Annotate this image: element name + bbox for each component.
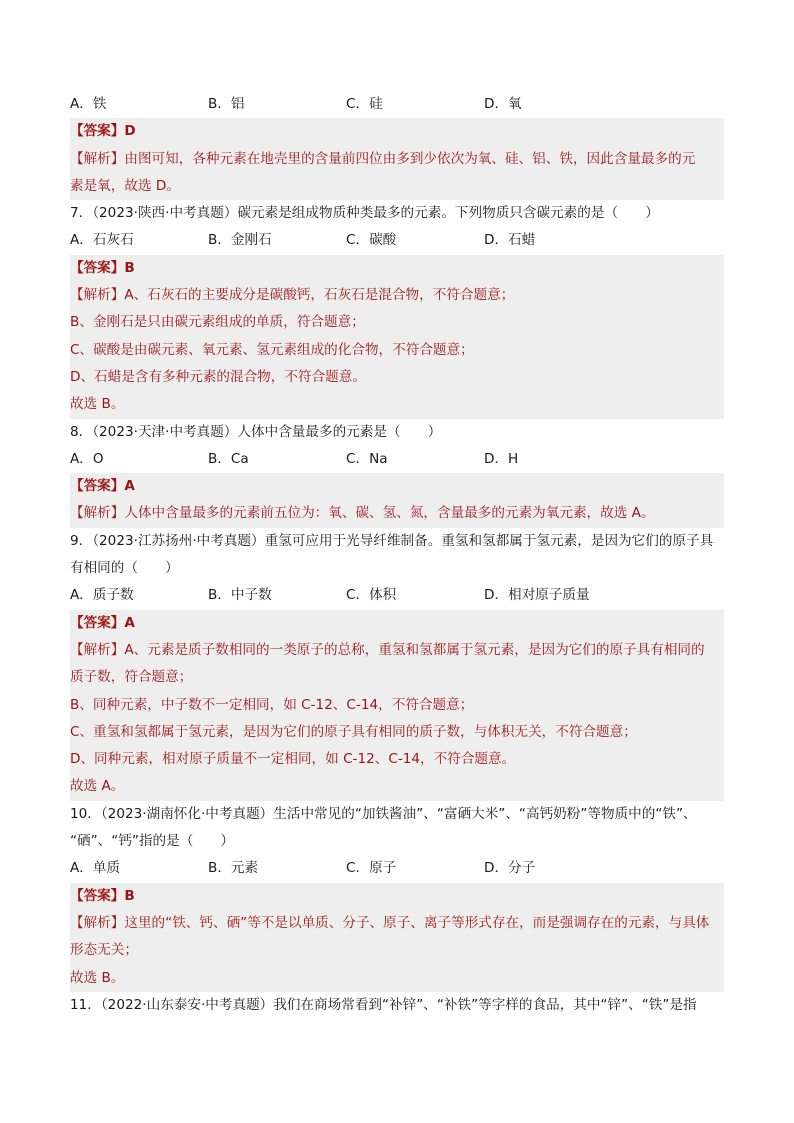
q7-stem: 7．（2023·陕西·中考真题）碳元素是组成物质种类最多的元素。下列物质只含碳元素的是（ ） bbox=[70, 205, 659, 222]
q9-analysis-line: C、重氢和氢都属于氢元素，是因为它们的原子具有相同的质子数，与体积无关，不符合题意； bbox=[70, 719, 724, 746]
document-body bbox=[70, 91, 724, 1019]
q6-analysis-line: 素是氧，故选 D。 bbox=[70, 173, 724, 200]
q10-option-b: B．元素 bbox=[208, 860, 259, 877]
q8-option-a: A．O bbox=[70, 450, 104, 467]
q7-answer: 【答案】B bbox=[70, 255, 724, 282]
q6-options bbox=[70, 91, 724, 118]
q8-option-c: C．Na bbox=[346, 450, 388, 467]
q9-option-c: C．体积 bbox=[346, 587, 397, 604]
q9-analysis-line: 质子数，符合题意； bbox=[70, 664, 724, 691]
q9-stem: 9．（2023·江苏扬州·中考真题）重氢可应用于光导纤维制备。重氢和氢都属于氢元素，是因为它们的原子具 bbox=[70, 532, 714, 549]
q10-stem: “硒”、“钙”指的是（ ） bbox=[70, 833, 235, 850]
q8-option-b: B．Ca bbox=[208, 450, 249, 467]
q10-analysis-line: 【解析】这里的“铁、钙、硒”等不是以单质、分子、原子、离子等形式存在，而是强调存在的元素，与具体 bbox=[70, 910, 724, 937]
q10-answer: 【答案】B bbox=[70, 883, 724, 910]
q6-option-a: A．铁 bbox=[70, 96, 107, 112]
q7-option-c: C．碳酸 bbox=[346, 232, 397, 249]
q9-analysis-line: 【解析】A、元素是质子数相同的一类原子的总称，重氢和氢都属于氢元素，是因为它们的原子具有相同的 bbox=[70, 637, 724, 664]
q9-analysis-line: B、同种元素，中子数不一定相同，如 C-12、C-14，不符合题意； bbox=[70, 692, 724, 719]
q7-analysis-line: D、石蜡是含有多种元素的混合物，不符合题意。 bbox=[70, 364, 724, 391]
q7-analysis-line: B、金刚石是只由碳元素组成的单质，符合题意； bbox=[70, 309, 724, 336]
q9-option-b: B．中子数 bbox=[208, 587, 272, 604]
q10-options bbox=[70, 855, 724, 882]
q10-option-d: D．分子 bbox=[484, 860, 536, 877]
q6-analysis-line: 【解析】由图可知，各种元素在地壳里的含量前四位由多到少依次为氧、硅、铝、铁，因此含量最多的元 bbox=[70, 146, 724, 173]
q9-stem: 有相同的（ ） bbox=[70, 560, 179, 577]
q8-analysis-line: 【解析】人体中含量最多的元素前五位为：氧、碳、氢、氮，含量最多的元素为氧元素，故选 A。 bbox=[70, 500, 724, 527]
q7-option-d: D．石蜡 bbox=[484, 232, 536, 249]
q9-options bbox=[70, 582, 724, 609]
q8-options bbox=[70, 446, 724, 473]
q10-analysis-line: 形态无关； bbox=[70, 937, 724, 964]
q11-stem: 11．（2022·山东泰安·中考真题）我们在商场常看到“补锌”、“补铁”等字样的食品，其中“锌”、“铁”是指 bbox=[70, 996, 697, 1013]
q6-option-b: B．铝 bbox=[208, 96, 245, 112]
q7-analysis-line: 故选 B。 bbox=[70, 391, 724, 418]
q8-option-d: D．H bbox=[484, 450, 519, 467]
q6-option-d: D．氧 bbox=[484, 96, 522, 112]
q7-option-b: B．金刚石 bbox=[208, 232, 272, 249]
q8-stem: 8．（2023·天津·中考真题）人体中含量最多的元素是（ ） bbox=[70, 423, 442, 440]
q10-option-c: C．原子 bbox=[346, 860, 397, 877]
q9-analysis-line: 故选 A。 bbox=[70, 773, 724, 800]
q10-analysis-line: 故选 B。 bbox=[70, 965, 724, 992]
q10-stem: 10．（2023·湖南怀化·中考真题）生活中常见的“加铁酱油”、“富硒大米”、“高钙奶粉”等物质中的“铁”、 bbox=[70, 805, 697, 822]
q9-option-a: A．质子数 bbox=[70, 587, 134, 604]
q7-analysis-line: 【解析】A、石灰石的主要成分是碳酸钙，石灰石是混合物，不符合题意； bbox=[70, 282, 724, 309]
q8-answer: 【答案】A bbox=[70, 473, 724, 500]
q7-option-a: A．石灰石 bbox=[70, 232, 134, 249]
q10-option-a: A．单质 bbox=[70, 860, 121, 877]
q6-option-c: C．硅 bbox=[346, 96, 383, 112]
q7-analysis-line: C、碳酸是由碳元素、氧元素、氢元素组成的化合物，不符合题意； bbox=[70, 337, 724, 364]
q9-answer: 【答案】A bbox=[70, 610, 724, 637]
q6-answer: 【答案】D bbox=[70, 118, 724, 145]
q7-options bbox=[70, 227, 724, 254]
q9-analysis-line: D、同种元素，相对原子质量不一定相同，如 C-12、C-14，不符合题意。 bbox=[70, 746, 724, 773]
q9-option-d: D．相对原子质量 bbox=[484, 587, 590, 604]
